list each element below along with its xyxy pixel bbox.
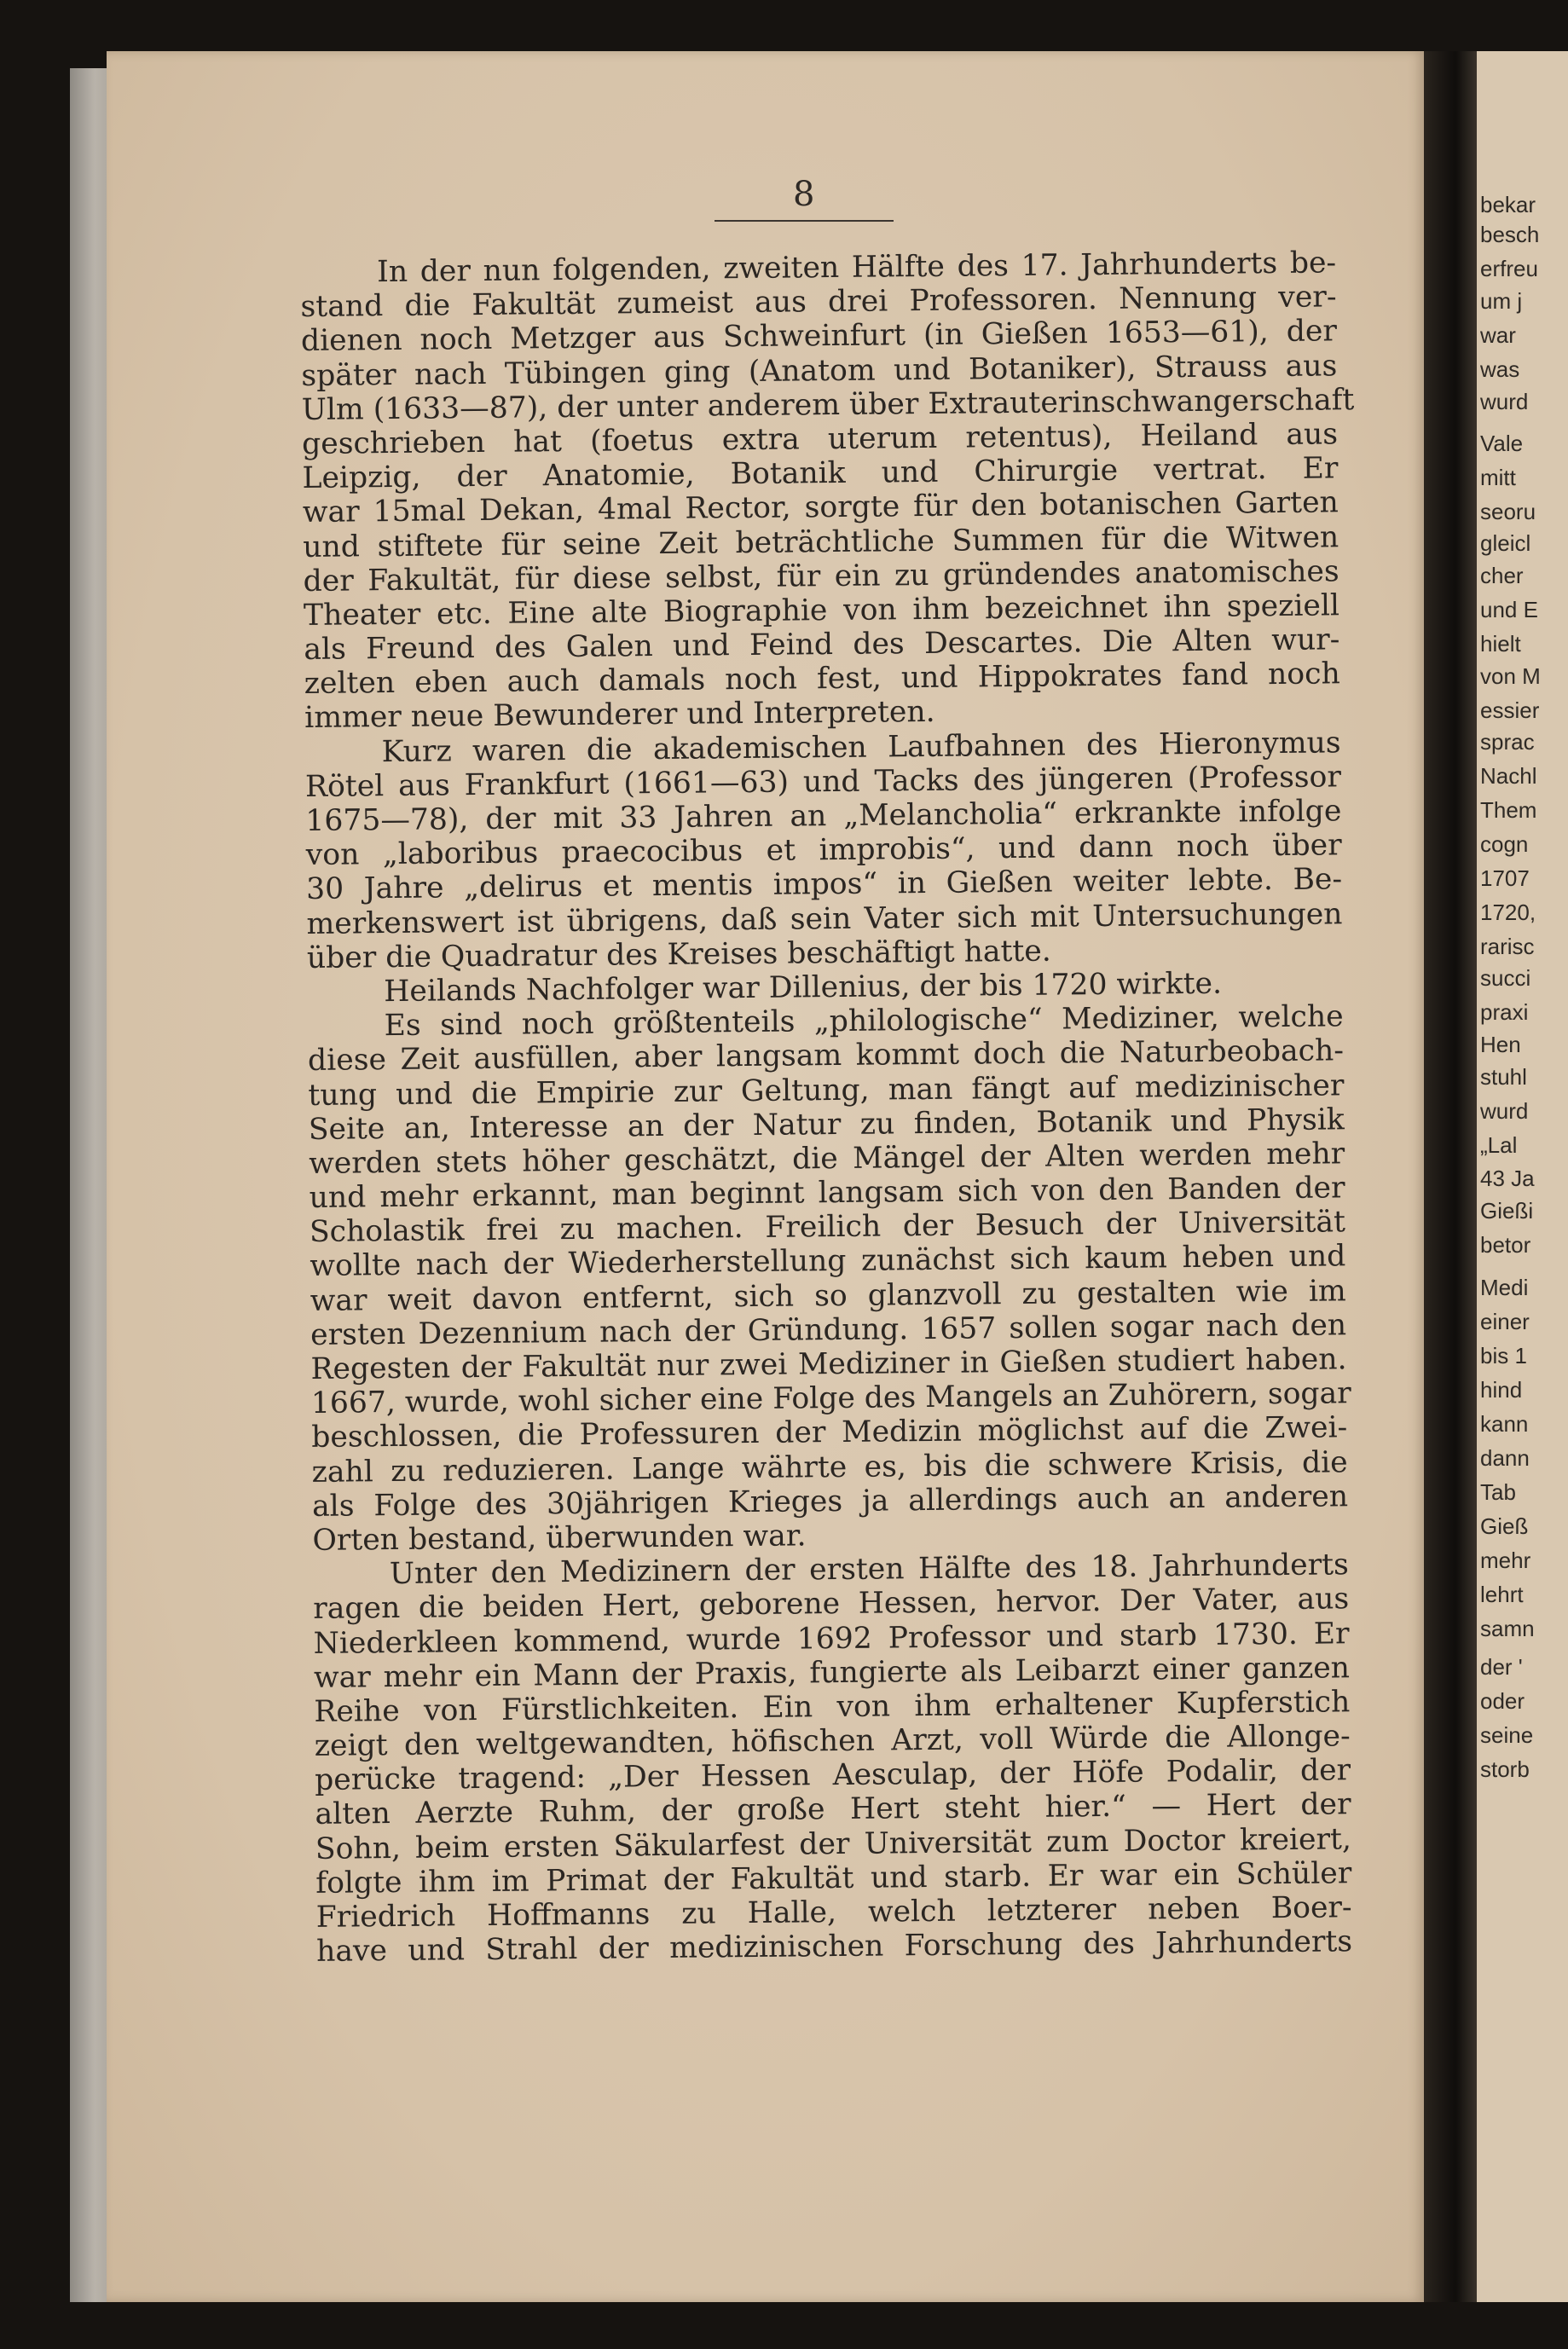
text-line: von „laboribus praecocibus et improbis“, und dann noch über: [305, 828, 1342, 873]
adjacent-page-fragment: kann: [1480, 1411, 1529, 1437]
adjacent-page-fragment: oder: [1480, 1688, 1525, 1714]
text-line: Reihe von Fürstlichkeiten. Ein von ihm erhaltener Kupferstich: [314, 1685, 1351, 1729]
text-line: geschrieben hat (foetus extra uterum retentus), Heiland aus: [301, 417, 1339, 461]
text-line: zeigt den weltgewandten, höfischen Arzt, voll Würde die Allonge-: [314, 1719, 1351, 1763]
text-line: In der nun folgenden, zweiten Hälfte des 17. Jahrhunderts be-: [376, 246, 1337, 290]
text-line: Sohn, beim ersten Säkularfest der Universität zum Doctor kreiert,: [315, 1821, 1352, 1866]
adjacent-page-fragment: wurd: [1480, 1098, 1529, 1124]
book-gutter: [1424, 51, 1477, 2302]
adjacent-page-fragment: gleicl: [1480, 530, 1531, 556]
text-line: 1667, wurde, wohl sicher eine Folge des Mangels an Zuhörern, sogar: [310, 1376, 1351, 1421]
adjacent-page-fragment: cogn: [1480, 831, 1529, 857]
adjacent-page-fragment: hielt: [1480, 631, 1521, 657]
adjacent-page-fragment: mitt: [1480, 465, 1516, 490]
adjacent-page-fragment: 1720,: [1480, 900, 1536, 925]
text-line: stand die Fakultät zumeist aus drei Professoren. Nennung ver-: [300, 280, 1337, 325]
adjacent-page-fragment: um j: [1480, 288, 1523, 314]
text-line: alten Aerzte Ruhm, der große Hert steht hier.“ — Hert der: [315, 1787, 1351, 1832]
text-line: tung und die Empirie zur Geltung, man fängt auf medizinischer: [308, 1067, 1345, 1113]
adjacent-page-fragment: seine: [1480, 1722, 1534, 1748]
text-line: perücke tragend: „Der Hessen Aesculap, der Höfe Podalir, der: [314, 1753, 1351, 1798]
text-line: merkenswert ist übrigens, daß sein Vater sich mit Untersuchungen: [306, 896, 1343, 941]
text-line: als Freund des Galen und Feind des Descartes. Die Alten wur-: [304, 622, 1340, 668]
adjacent-page-fragment: rarisc: [1480, 934, 1535, 959]
text-line: Theater etc. Eine alte Biographie von ihm bezeichnet ihn speziell: [303, 588, 1340, 633]
text-line: Unter den Medizinern der ersten Hälfte des 18. Jahrhunderts: [389, 1548, 1349, 1592]
text-line: Scholastik frei zu machen. Freilich der Besuch der Universität: [309, 1205, 1346, 1250]
adjacent-page-fragment: von M: [1480, 663, 1541, 689]
adjacent-page-fragment: Medi: [1480, 1275, 1529, 1300]
adjacent-page-fragment: Vale: [1480, 431, 1524, 456]
adjacent-page-edge: [1477, 51, 1568, 2302]
adjacent-page-fragment: sprac: [1480, 729, 1535, 755]
adjacent-page-fragment: was: [1480, 356, 1520, 382]
body-text: [300, 246, 1355, 1970]
adjacent-page-fragment: „Lal: [1480, 1132, 1518, 1158]
adjacent-page-fragment: Tab: [1480, 1479, 1516, 1505]
text-line: später nach Tübingen ging (Anatom und Botaniker), Strauss aus: [301, 348, 1338, 393]
adjacent-page-fragment: einer: [1480, 1309, 1530, 1334]
text-line: als Folge des 30jährigen Krieges ja allerdings auch an anderen: [311, 1479, 1349, 1524]
text-line: 1675—78), der mit 33 Jahren an „Melancholia“ erkrankte infolge: [305, 794, 1342, 838]
adjacent-page-fragment: und E: [1480, 597, 1538, 622]
adjacent-page-fragment: Hen: [1480, 1032, 1521, 1057]
text-line: immer neue Bewunderer und Interpreten.: [304, 695, 935, 736]
adjacent-page-fragment: seoru: [1480, 499, 1536, 524]
text-line: ragen die beiden Hert, geborene Hessen, hervor. Der Vater, aus: [313, 1582, 1350, 1627]
text-line: war 15mal Dekan, 4mal Rector, sorgte für den botanischen Garten: [302, 485, 1339, 530]
adjacent-page-fragment: Them: [1480, 797, 1537, 823]
text-line: war mehr ein Mann der Praxis, fungierte als Leibarzt einer ganzen: [313, 1650, 1351, 1695]
text-line: Ulm (1633—87), der unter anderem über Extrauterinschwangerschaft: [301, 382, 1355, 427]
adjacent-page-fragment: lehrt: [1480, 1582, 1524, 1607]
text-line: Niederkleen kommend, wurde 1692 Professor und starb 1730. Er: [313, 1616, 1350, 1661]
text-line: Es sind noch größtenteils „philologische“ Mediziner, welche: [384, 999, 1344, 1044]
adjacent-page-fragment: dann: [1480, 1445, 1530, 1471]
text-line: Orten bestand, überwunden war.: [312, 1519, 807, 1558]
text-line: zahl zu reduzieren. Lange währte es, bis die schwere Krisis, die: [311, 1444, 1348, 1490]
adjacent-page-fragment: hind: [1480, 1377, 1523, 1403]
adjacent-page-fragment: bekar: [1480, 192, 1536, 217]
text-line: diese Zeit ausfüllen, aber langsam kommt doch die Naturbeobach-: [307, 1033, 1345, 1079]
adjacent-page-fragment: stuhl: [1480, 1064, 1527, 1090]
adjacent-page-fragment: succi: [1480, 965, 1531, 991]
text-line: beschlossen, die Professuren der Medizin möglichst auf die Zwei-: [311, 1410, 1348, 1455]
text-line: folgte ihm im Primat der Fakultät und starb. Er war ein Schüler: [315, 1856, 1352, 1901]
adjacent-page-fragment: 1707: [1480, 865, 1530, 891]
page-number-rule: [715, 220, 894, 222]
text-line: Friedrich Hoffmanns zu Halle, welch letzterer neben Boer-: [315, 1890, 1352, 1935]
adjacent-page-fragment: bis 1: [1480, 1343, 1527, 1368]
adjacent-page-fragment: wurd: [1480, 389, 1529, 414]
adjacent-page-fragment: der ': [1480, 1654, 1523, 1680]
text-line: war weit davon entfernt, sich so glanzvoll zu gestalten wie im: [310, 1273, 1346, 1318]
text-line: über die Quadratur des Kreises beschäftigt hatte.: [306, 934, 1051, 975]
adjacent-page-fragment: betor: [1480, 1232, 1531, 1258]
text-line: und stiftete für seine Zeit beträchtliche Summen für die Witwen: [303, 519, 1339, 564]
text-line: zelten eben auch damals noch fest, und Hippokrates fand noch: [304, 657, 1340, 702]
adjacent-page-fragment: besch: [1480, 222, 1540, 247]
text-line: Leipzig, der Anatomie, Botanik und Chirurgie vertrat. Er: [302, 451, 1339, 496]
adjacent-page-fragment: praxi: [1480, 999, 1529, 1025]
text-line: have und Strahl der medizinischen Forschung des Jahrhunderts: [315, 1924, 1353, 1970]
text-line: Seite an, Interesse an der Natur zu finden, Botanik und Physik: [308, 1102, 1345, 1147]
adjacent-page-fragment: cher: [1480, 563, 1524, 588]
adjacent-page-fragment: mehr: [1480, 1548, 1531, 1573]
text-line: und mehr erkannt, man beginnt langsam sich von den Banden der: [309, 1171, 1345, 1216]
text-line: Regesten der Fakultät nur zwei Mediziner in Gießen studiert haben.: [310, 1342, 1347, 1386]
adjacent-page-fragment: storb: [1480, 1756, 1530, 1782]
adjacent-page-fragment: war: [1480, 322, 1516, 348]
adjacent-page-fragment: samn: [1480, 1616, 1535, 1641]
text-line: wollte nach der Wiederherstellung zunächst sich kaum heben und: [310, 1239, 1346, 1284]
text-line: dienen noch Metzger aus Schweinfurt (in Gießen 1653—61), der: [300, 314, 1338, 359]
adjacent-page-fragment: Gießi: [1480, 1198, 1534, 1224]
page-number: 8: [793, 175, 815, 214]
text-line: werden stets höher geschätzt, die Mängel der Alten werden mehr: [309, 1137, 1345, 1181]
text-line: ersten Dezennium nach der Gründung. 1657 sollen sogar nach den: [310, 1308, 1347, 1352]
text-line: Kurz waren die akademischen Laufbahnen des Hieronymus: [381, 725, 1341, 769]
text-line: der Fakultät, für diese selbst, für ein zu gründendes anatomisches: [303, 554, 1339, 599]
adjacent-page-fragment: erfreu: [1480, 256, 1538, 281]
adjacent-page-fragment: 43 Ja: [1480, 1166, 1535, 1191]
text-line: 30 Jahre „delirus et mentis impos“ in Gießen weiter lebte. Be-: [305, 862, 1343, 907]
adjacent-page-fragment: Nachl: [1480, 763, 1537, 789]
adjacent-page-fragment: Gieß: [1480, 1513, 1529, 1539]
text-line: Rötel aus Frankfurt (1661—63) und Tacks des jüngeren (Professor: [304, 760, 1342, 804]
adjacent-page-fragment: essier: [1480, 697, 1540, 723]
text-line: Heilands Nachfolger war Dillenius, der bis 1720 wirkte.: [384, 966, 1223, 1010]
